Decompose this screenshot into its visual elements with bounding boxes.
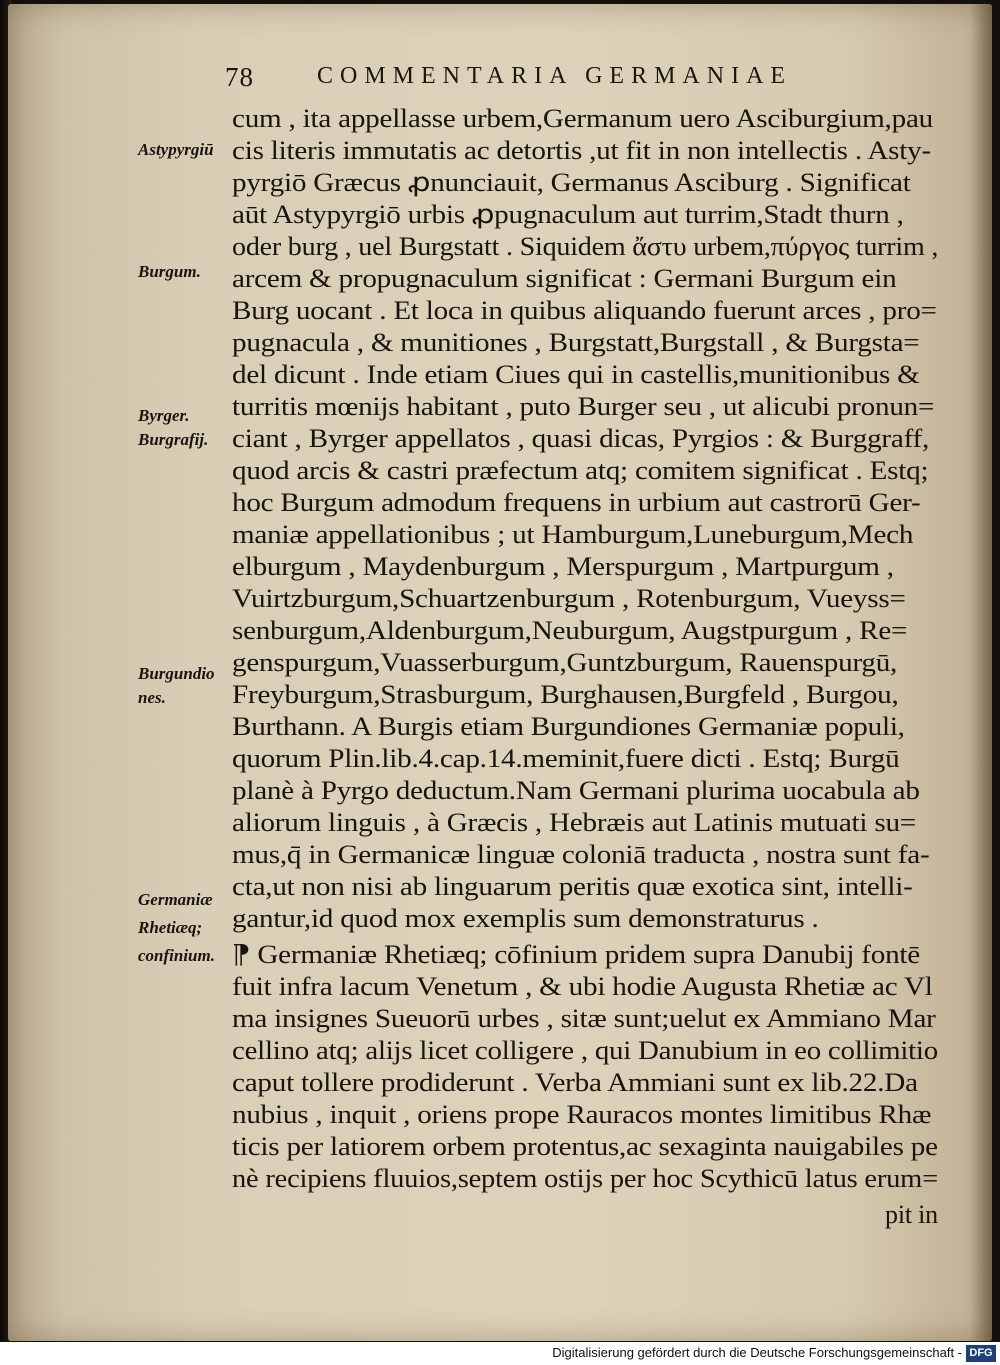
dfg-logo: DFG — [966, 1345, 996, 1362]
text-line: Freyburgum,Strasburgum, Burghausen,Burgfeld , Burgou, — [232, 680, 899, 709]
text-line: elburgum , Maydenburgum , Merspurgum , Martpurgum , — [232, 552, 894, 581]
text-line: pugnacula , & munitiones , Burgstatt,Burgstall , & Burgsta= — [232, 328, 920, 357]
margin-note: Rhetiæq; — [138, 918, 203, 937]
text-line: mus,q̄ in Germanicæ linguæ coloniā traducta , nostra sunt fa- — [232, 840, 930, 869]
margin-note: Germaniæ — [138, 890, 213, 909]
text-line: quorum Plin.lib.4.cap.14.meminit,fuere dicti . Estq; Burgū — [232, 744, 900, 773]
page-edge-shadow — [970, 4, 992, 1341]
margin-note: Burgum. — [138, 262, 201, 281]
text-line: planè à Pyrgo deductum.Nam Germani plurima uocabula ab — [232, 776, 920, 805]
running-title: COMMENTARIA GERMANIAE — [317, 63, 793, 89]
text-line: cis literis immutatis ac detortis ,ut fit in non intellectis . Asty- — [232, 136, 931, 165]
catchword: pit in — [885, 1200, 938, 1229]
text-line: gantur,id quod mox exemplis sum demonstraturus . — [232, 904, 819, 933]
text-line: arcem & propugnaculum significat : Germani Burgum ein — [232, 264, 897, 293]
text-line: ma insignes Sueuorū urbes , sitæ sunt;uelut ex Ammiano Mar — [232, 1004, 936, 1033]
footer-credit: Digitalisierung gefördert durch die Deutsche Forschungsgemeinschaft - — [552, 1345, 962, 1360]
text-line: nè recipiens fluuios,septem ostijs per hoc Scythicū latus erum= — [232, 1164, 938, 1193]
text-line: turritis mœnijs habitant , puto Burger seu , ut alicubi pronun= — [232, 392, 935, 421]
text-line: senburgum,Aldenburgum,Neuburgum, Augstpurgum , Re= — [232, 616, 908, 645]
text-line: hoc Burgum admodum frequens in urbium aut castrorū Ger- — [232, 488, 921, 517]
text-line: Vuirtzburgum,Schuartzenburgum , Rotenburgum, Vueyss= — [232, 584, 906, 613]
text-line: caput tollere prodiderunt . Verba Ammiani sunt ex lib.22.Da — [232, 1068, 918, 1097]
text-line: genspurgum,Vuasserburgum,Guntzburgum, Rauenspurgū, — [232, 648, 898, 677]
text-line: fuit infra lacum Venetum , & ubi hodie Augusta Rhetiæ ac Vl — [232, 972, 933, 1001]
text-line: pyrgiō Græcus ꝓnunciauit, Germanus Asciburg . Significat — [232, 168, 911, 197]
text-line: maniæ appellationibus ; ut Hamburgum,Luneburgum,Mech — [232, 520, 914, 549]
footer-bar — [0, 1342, 1000, 1365]
margin-note: Burgrafij. — [138, 430, 209, 449]
page-number: 78 — [225, 62, 254, 92]
text-line: ticis per latiorem orbem protentus,ac sexaginta nauigabiles pe — [232, 1132, 938, 1161]
margin-note: Burgundio — [138, 664, 215, 683]
text-line: Burg uocant . Et loca in quibus aliquando fuerunt arces , pro= — [232, 296, 937, 325]
text-line: cta,ut non nisi ab linguarum peritis quæ exotica sint, intelli- — [232, 872, 913, 901]
margin-note: nes. — [138, 688, 166, 707]
margin-note: confinium. — [138, 946, 215, 965]
text-line: ciant , Byrger appellatos , quasi dicas, Pyrgios : & Burggraff, — [232, 424, 930, 453]
text-line: oder burg , uel Burgstatt . Siquidem ἄστυ urbem,πύργος turrim , — [232, 232, 939, 261]
page-header — [225, 62, 945, 96]
text-line: aliorum linguis , à Græcis , Hebræis aut Latinis mutuati su= — [232, 808, 917, 837]
margin-note: Byrger. — [138, 406, 190, 425]
margin-note: Astypyrgiū — [138, 140, 214, 159]
text-line: nubius , inquit , oriens prope Rauracos montes limitibus Rhæ — [232, 1100, 932, 1129]
text-line: Burthann. A Burgis etiam Burgundiones Germaniæ populi, — [232, 712, 905, 741]
text-line: cellino atq; alijs licet colligere , qui Danubium in eo collimitio — [232, 1036, 938, 1065]
text-line: quod arcis & castri præfectum atq; comitem significat . Estq; — [232, 456, 929, 485]
text-line: ⁋ Germaniæ Rhetiæq; cōfinium pridem supra Danubij fontē — [232, 940, 920, 969]
text-line: aūt Astypyrgiō urbis ꝓpugnaculum aut turrim,Stadt thurn , — [232, 200, 904, 229]
text-line: cum , ita appellasse urbem,Germanum uero Asciburgium,pau — [232, 104, 933, 133]
text-line: del dicunt . Inde etiam Ciues qui in castellis,munitionibus & — [232, 360, 920, 389]
